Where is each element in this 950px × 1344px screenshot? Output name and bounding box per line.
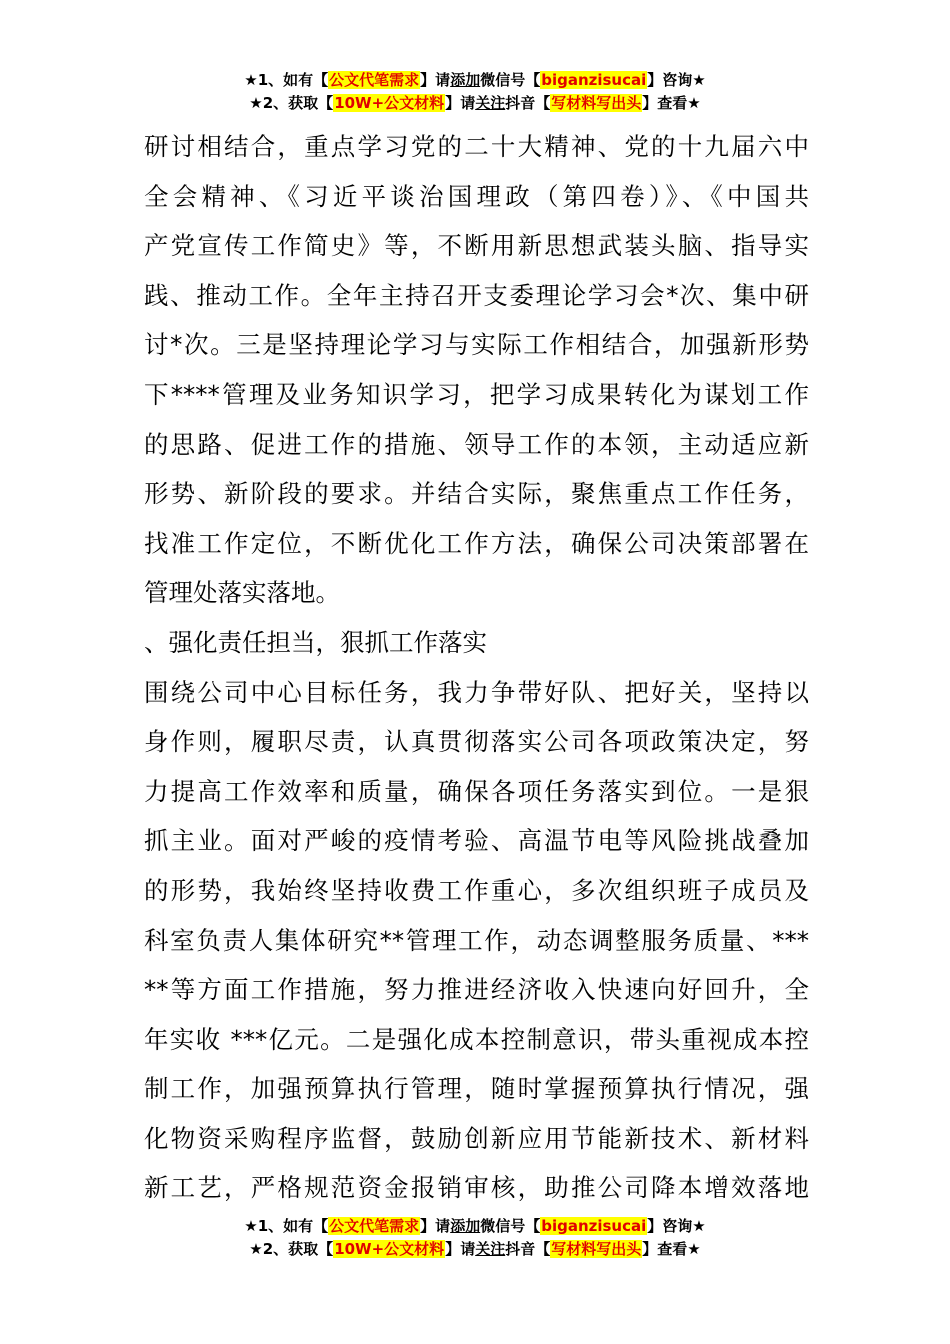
banner-line-2: ★2、获取【10W+公文材料】请关注抖音【写材料写出头】查看★: [249, 1240, 701, 1258]
body-line: 新工艺，严格规范资金报销审核，助推公司降本增效落地: [144, 1173, 809, 1203]
body-line: 科室负责人集体研究**管理工作，动态调整服务质量、***: [144, 925, 809, 955]
body-line: 下****管理及业务知识学习，把学习成果转化为谋划工作: [144, 379, 809, 409]
body-line: 的思路、促进工作的措施、领导工作的本领，主动适应新: [144, 429, 809, 459]
highlight-text: 10W+公文材料: [334, 94, 445, 112]
underlined-text: 关注: [475, 94, 506, 112]
body-line: 践、推动工作。全年主持召开支委理论学习会*次、集中研: [144, 280, 809, 310]
section-heading: 、强化责任担当，狠抓工作落实: [144, 627, 487, 657]
body-line: 全会精神、《习近平谈治国理政（第四卷）》、《中国共: [144, 181, 809, 211]
banner-line-1: ★1、如有【公文代笔需求】请添加微信号【biganzisucai】咨询★: [244, 71, 706, 89]
highlight-text: 公文代笔需求: [329, 71, 420, 89]
footer-banner: [0, 1215, 950, 1261]
header-banner: [0, 69, 950, 115]
wechat-id: biganzisucai: [541, 1217, 647, 1235]
body-line: 管理处落实落地。: [144, 578, 340, 608]
body-line: **等方面工作措施，努力推进经济收入快速向好回升，全: [144, 975, 809, 1005]
body-line: 抓主业。面对严峻的疫情考验、高温节电等风险挑战叠加: [144, 826, 809, 856]
body-line: 找准工作定位，不断优化工作方法，确保公司决策部署在: [144, 528, 809, 558]
underlined-text: 添加: [450, 71, 481, 89]
body-line: 产党宣传工作简史》等，不断用新思想武装头脑、指导实: [144, 231, 809, 261]
highlight-text: 10W+公文材料: [334, 1240, 445, 1258]
body-line: 力提高工作效率和质量，确保各项任务落实到位。一是狠: [144, 776, 809, 806]
body-line: 形势、新阶段的要求。并结合实际，聚焦重点工作任务，: [144, 479, 809, 509]
body-line: 讨*次。三是坚持理论学习与实际工作相结合，加强新形势: [144, 330, 809, 360]
banner-line-1: ★1、如有【公文代笔需求】请添加微信号【biganzisucai】咨询★: [244, 1217, 706, 1235]
body-line: 年实收 ***亿元。二是强化成本控制意识，带头重视成本控: [144, 1024, 809, 1054]
banner-line-2: ★2、获取【10W+公文材料】请关注抖音【写材料写出头】查看★: [249, 94, 701, 112]
body-line: 的形势，我始终坚持收费工作重心，多次组织班子成员及: [144, 875, 809, 905]
body-line: 研讨相结合，重点学习党的二十大精神、党的十九届六中: [144, 132, 809, 161]
body-line: 化物资采购程序监督，鼓励创新应用节能新技术、新材料: [144, 1123, 809, 1153]
douyin-account: 写材料写出头: [551, 94, 642, 112]
body-line: 围绕公司中心目标任务，我力争带好队、把好关，坚持以: [144, 677, 809, 707]
document-body: [144, 122, 809, 1213]
douyin-account: 写材料写出头: [551, 1240, 642, 1258]
wechat-id: biganzisucai: [541, 71, 647, 89]
body-line: 制工作，加强预算执行管理，随时掌握预算执行情况，强: [144, 1074, 809, 1104]
underlined-text: 添加: [450, 1217, 481, 1235]
body-line: 身作则，履职尽责，认真贯彻落实公司各项政策决定，努: [144, 727, 809, 757]
underlined-text: 关注: [475, 1240, 506, 1258]
highlight-text: 公文代笔需求: [329, 1217, 420, 1235]
